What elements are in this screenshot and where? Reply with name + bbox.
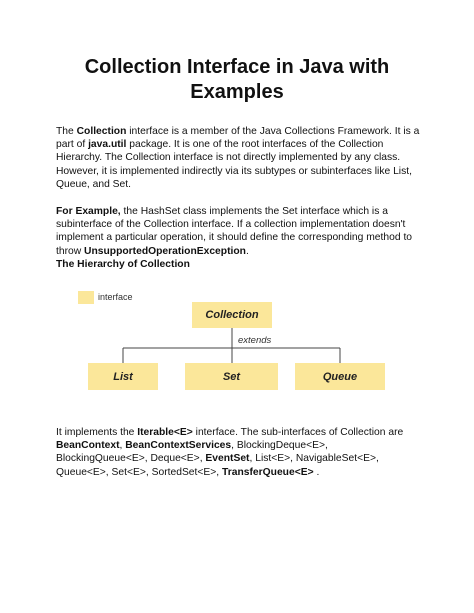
section-heading: The Hierarchy of Collection — [56, 259, 190, 270]
text-run: , BlockingDeque<E>, BlockingQueue<E>, Deque<E>, — [56, 440, 328, 465]
legend-label: interface — [98, 292, 133, 302]
page-title: Collection Interface in Java with Examples — [84, 56, 390, 103]
text-run: The — [56, 126, 77, 137]
text-run: package. It is one of the root interfaces of the Collection Hierarchy. The Collection interface is not directly implemented by any class. However, it is implemented indirectly via its subtypes or subinterfaces like List, Queue, and Set. — [56, 139, 412, 190]
hierarchy-diagram — [0, 282, 474, 402]
text-run: interface is a member of the Java Collections Framework. It is a part of — [56, 126, 420, 151]
queue-node: Queue — [295, 363, 385, 390]
extends-label: extends — [238, 335, 272, 346]
subinterfaces-paragraph — [56, 426, 420, 479]
bold-term: java.util — [88, 139, 127, 151]
intro-paragraph — [56, 125, 420, 191]
text-run: It implements the — [56, 427, 138, 438]
bold-term: EventSet — [205, 453, 250, 465]
example-paragraph — [56, 205, 420, 258]
bold-term: Collection — [76, 126, 127, 137]
text-run: . — [313, 466, 320, 478]
bold-term: BeanContextServices — [125, 440, 232, 452]
text-run: . — [245, 245, 249, 257]
bold-term: For Example, — [56, 206, 121, 217]
set-node: Set — [185, 363, 278, 390]
collection-node: Collection — [192, 302, 272, 328]
text-run: , List<E>, NavigableSet<E>, Queue<E>, Set<E>, SortedSet<E>, — [56, 453, 379, 478]
bold-term: TransferQueue<E> — [222, 466, 314, 478]
list-node: List — [88, 363, 158, 390]
text-run: the HashSet class implements the Set interface which is a subinterface of the Collection interface. If a collection implementation doesn't implement a particular operation, it should define the corresponding method to throw — [56, 206, 413, 257]
bold-term: UnsupportedOperationException — [84, 245, 246, 257]
text-run: interface. The sub-interfaces of Collection are — [192, 427, 404, 438]
bold-term: Iterable<E> — [137, 427, 193, 438]
text-run: , — [119, 440, 126, 452]
legend-swatch — [78, 291, 94, 304]
bold-term: BeanContext — [56, 440, 120, 452]
